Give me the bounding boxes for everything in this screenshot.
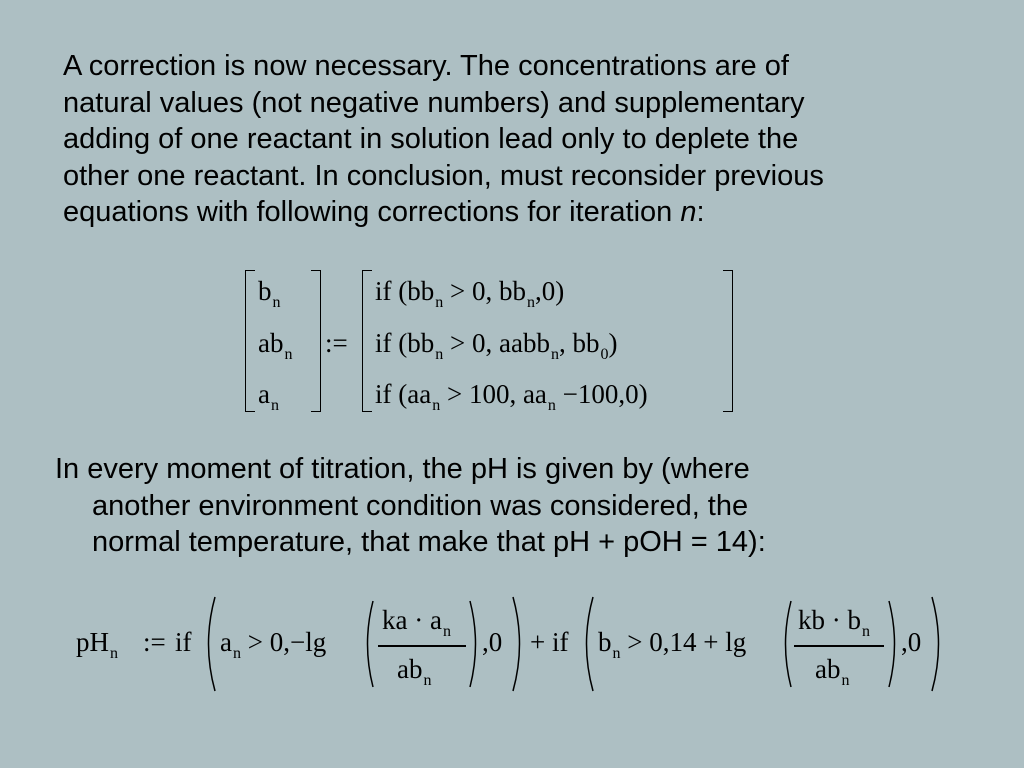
- if-keyword-2: if: [552, 627, 569, 657]
- ph-assign: :=: [143, 627, 166, 657]
- ph-lhs: $pH_n$: [76, 627, 118, 662]
- lhs-entry-ab: $ab_n$: [258, 328, 293, 363]
- fraction-2-bar: [794, 645, 884, 647]
- if-keyword-1: if: [175, 627, 192, 657]
- text-line: A correction is now necessary. The concentrations are of: [63, 50, 789, 82]
- iteration-variable: n: [680, 196, 697, 228]
- fraction-2-denominator: $ab_n$: [815, 654, 850, 689]
- lhs-left-bracket: [245, 270, 255, 412]
- inner-right-paren-1: [467, 600, 483, 688]
- rhs-row-1: if ($bb_n > 0$, $bb_n,0$): [375, 276, 565, 311]
- inner-left-paren-1: [360, 600, 376, 688]
- fraction-1-bar: [378, 645, 466, 647]
- fraction-1-numerator: ka · $a_n$: [382, 605, 451, 640]
- text-line: adding of one reactant in solution lead only to deplete the: [63, 123, 799, 155]
- rhs-right-bracket: [723, 270, 733, 412]
- fraction-1-denominator: $ab_n$: [397, 654, 432, 689]
- rhs-row-2: if ($bb_n > 0$, aabb$_n$, $bb_0$): [375, 328, 618, 363]
- intro-paragraph: [63, 48, 983, 231]
- inner-right-paren-2: [886, 600, 902, 688]
- condition-1: $a_n > 0,-\lg$: [220, 627, 327, 662]
- tail-1: ,0: [482, 627, 503, 657]
- lhs-entry-a: $a_n$: [258, 379, 279, 414]
- lhs-right-bracket: [311, 270, 321, 412]
- text-line-prefix: equations with following corrections for iteration: [63, 196, 681, 228]
- text-line: natural values (not negative numbers) and supplementary: [63, 86, 805, 119]
- big-right-paren-2: [929, 596, 947, 692]
- lhs-entry-b: $b_n$: [258, 276, 281, 311]
- text-line: another environment condition was considered, the: [92, 489, 749, 522]
- text-line-suffix: :: [696, 196, 705, 228]
- text-line: normal temperature, that make that pH + pOH = 14):: [92, 526, 766, 558]
- ph-intro-paragraph: [55, 451, 975, 561]
- text-line: In every moment of titration, the pH is given by (where: [55, 453, 750, 485]
- big-left-paren-2: [578, 596, 596, 692]
- assignment-operator: :=: [325, 328, 348, 358]
- tail-2: ,0: [901, 627, 922, 657]
- condition-2: $b_n > 0,14 + \lg$: [598, 627, 747, 662]
- fraction-2-numerator: kb · $b_n$: [798, 605, 870, 640]
- inner-left-paren-2: [778, 600, 794, 688]
- big-right-paren-1: [510, 596, 528, 692]
- text-line: [63, 194, 983, 231]
- text-line: other one reactant. In conclusion, must reconsider previous: [63, 159, 824, 192]
- rhs-row-3: if ($aa_n > 100$, $aa_n -100,0$): [375, 379, 648, 414]
- rhs-left-bracket: [362, 270, 372, 412]
- plus-operator: +: [530, 627, 546, 657]
- big-left-paren-1: [200, 596, 218, 692]
